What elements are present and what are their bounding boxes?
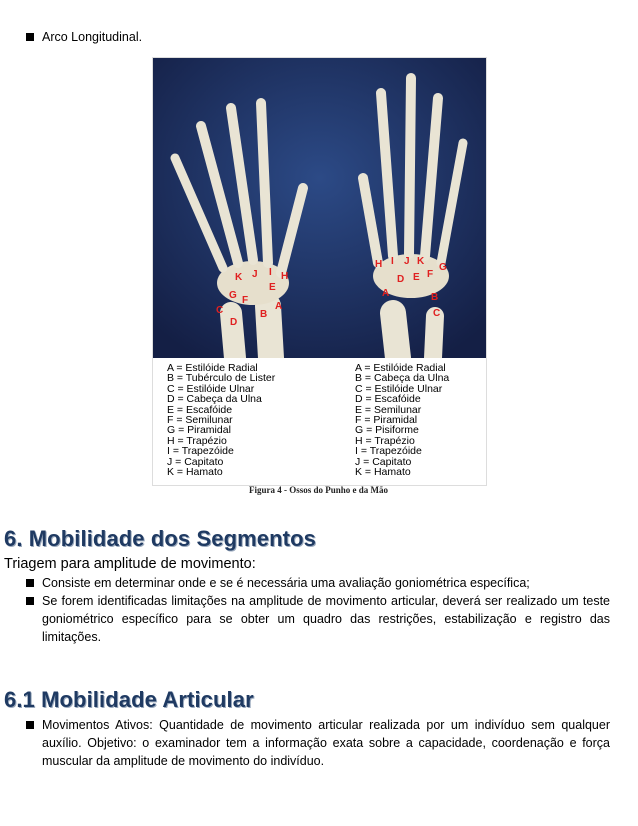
marker-right: F bbox=[427, 269, 434, 280]
legend-item: K = Hamato bbox=[355, 466, 411, 478]
legend-item: B = Tubérculo de Lister bbox=[167, 372, 276, 385]
marker-left: E bbox=[269, 282, 276, 293]
legend-item: I = Trapezóide bbox=[355, 445, 422, 458]
section-6-1-bullet-1 bbox=[26, 716, 610, 770]
hand-bones-illustration bbox=[153, 58, 486, 358]
marker-left: J bbox=[252, 269, 258, 280]
bullet-arco-longitudinal bbox=[26, 28, 142, 46]
marker-right: I bbox=[391, 256, 394, 267]
hand-bones-photo bbox=[153, 58, 486, 358]
marker-right: H bbox=[375, 259, 383, 270]
legend-item: G = Piramidal bbox=[167, 424, 231, 437]
marker-right: D bbox=[397, 274, 405, 285]
marker-left: F bbox=[242, 295, 249, 306]
marker-left: D bbox=[230, 317, 238, 328]
legend-item: D = Cabeça da Ulna bbox=[167, 393, 262, 406]
legend-item: K = Hamato bbox=[167, 466, 223, 478]
marker-right: A bbox=[382, 288, 390, 299]
legend-item: D = Escafóide bbox=[355, 393, 421, 406]
legend-item: C = Estilóide Ulnar bbox=[167, 382, 255, 395]
bullet-square-icon bbox=[26, 721, 34, 729]
legend-item: J = Capitato bbox=[355, 455, 412, 468]
marker-right: E bbox=[413, 272, 420, 283]
section-6-bullet-2 bbox=[26, 592, 610, 646]
section-6-bullet-1 bbox=[26, 574, 610, 592]
legend-item: J = Capitato bbox=[167, 455, 224, 468]
marker-right: G bbox=[439, 262, 447, 273]
marker-right: J bbox=[404, 256, 410, 267]
marker-left: H bbox=[281, 271, 289, 282]
section-6-1-heading: 6.1 Mobilidade Articular bbox=[4, 687, 254, 712]
legend-item: C = Estilóide Ulnar bbox=[355, 382, 443, 395]
legend-item: E = Escafóide bbox=[167, 403, 233, 416]
bullet-square-icon bbox=[26, 597, 34, 605]
marker-left: K bbox=[235, 272, 243, 283]
bullet-square-icon bbox=[26, 579, 34, 587]
marker-left: I bbox=[269, 267, 272, 278]
figure-caption: Figura 4 - Ossos do Punho e da Mão bbox=[248, 485, 389, 495]
legend-item: G = Pisiforme bbox=[355, 424, 419, 437]
bullet-square-icon bbox=[26, 33, 34, 41]
legend-item: E = Semilunar bbox=[355, 403, 422, 416]
section-6-subtitle: Triagem para amplitude de movimento: bbox=[4, 556, 256, 572]
marker-left: G bbox=[229, 290, 237, 301]
marker-right: C bbox=[433, 308, 441, 319]
section-6-heading: 6. Mobilidade dos Segmentos bbox=[4, 526, 316, 551]
bullet-text: Movimentos Ativos: Quantidade de movimento articular realizada por um indivíduo sem qualquer auxílio. Objetivo: o examinador tem a informação exata sobre a capacidade, coordenação e força muscular da amplitude de movimento do indivíduo. bbox=[42, 718, 610, 768]
marker-left: A bbox=[275, 301, 283, 312]
legend-item: F = Semilunar bbox=[167, 414, 233, 426]
legend-item: I = Trapezóide bbox=[167, 445, 234, 458]
marker-right: K bbox=[417, 256, 425, 267]
marker-left: C bbox=[216, 305, 224, 316]
legend-item: F = Piramidal bbox=[355, 414, 418, 426]
legend-item: A = Estilóide Radial bbox=[355, 362, 446, 374]
bullet-text: Arco Longitudinal. bbox=[42, 30, 143, 44]
legend-item: A = Estilóide Radial bbox=[167, 362, 258, 374]
bullet-text: Consiste em determinar onde e se é necessária uma avaliação goniométrica específica; bbox=[42, 576, 530, 590]
bullet-text: Se forem identificadas limitações na amplitude de movimento articular, deverá ser realizado um teste goniométrico específico para se obter um quadro das restrições, estabilização e registro das limitações. bbox=[42, 594, 610, 644]
marker-right: B bbox=[431, 292, 439, 303]
legend-item: H = Trapézio bbox=[167, 434, 227, 447]
legend-item: B = Cabeça da Ulna bbox=[355, 372, 450, 385]
figure-wrist-hand-bones bbox=[152, 57, 487, 486]
marker-left: B bbox=[260, 309, 268, 320]
legend-item: H = Trapézio bbox=[355, 434, 415, 447]
